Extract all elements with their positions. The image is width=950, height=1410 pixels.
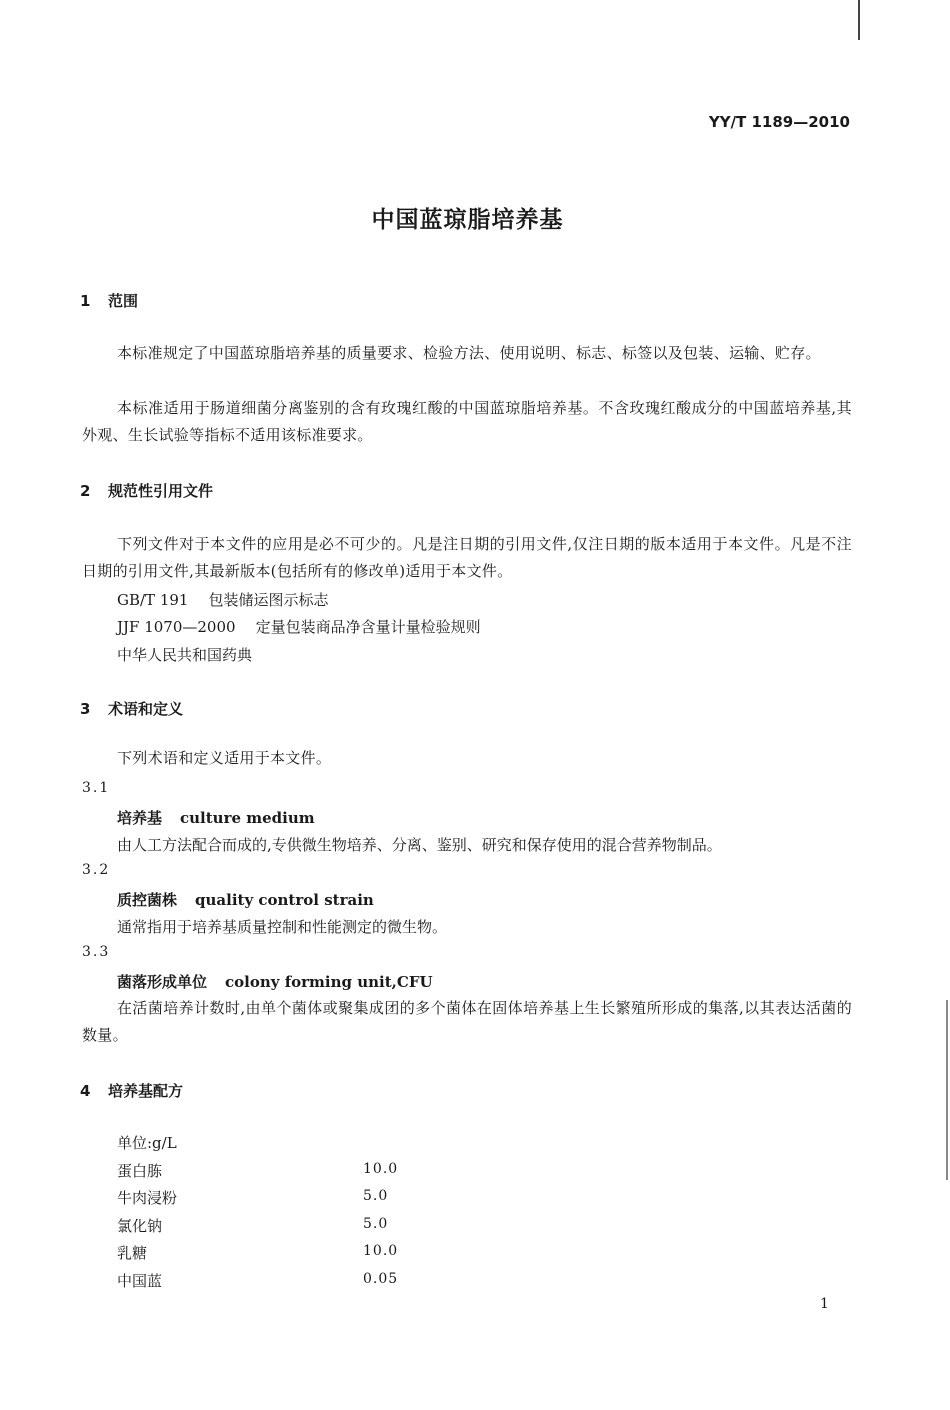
section-number: 3 (80, 700, 91, 718)
ingredient-name: 蛋白胨 (117, 1162, 163, 1180)
section-3-heading (80, 698, 183, 719)
paragraph: 下列术语和定义适用于本文件。 (117, 749, 332, 767)
paragraph: 下列文件对于本文件的应用是必不可少的。凡是注日期的引用文件,仅注日期的版本适用于本文件。凡是不注日期的引用文件,其最新版本(包括所有的修改单)适用于本文件。 (82, 535, 852, 580)
term-heading (117, 807, 315, 828)
ingredient-amount: 10.0 (363, 1243, 399, 1259)
scan-edge-mark (858, 0, 860, 40)
page-number: 1 (820, 1296, 829, 1312)
section-title: 培养基配方 (108, 1082, 184, 1100)
ingredient-name: 乳糖 (117, 1244, 148, 1262)
term-zh: 质控菌株 (117, 891, 178, 909)
reference-title: 中华人民共和国药典 (117, 646, 253, 664)
term-heading (117, 971, 433, 992)
page-title: 中国蓝琼脂培养基 (371, 207, 564, 233)
section-1-heading (80, 290, 138, 311)
term-definition: 通常指用于培养基质量控制和性能测定的微生物。 (117, 918, 448, 936)
section-number: 2 (80, 482, 91, 500)
term-en: quality control strain (195, 891, 374, 909)
section-title: 范围 (108, 292, 139, 310)
section-4-heading (80, 1080, 183, 1101)
scan-edge-mark (946, 1000, 948, 1180)
reference-item (117, 616, 481, 637)
unit-label: 单位:g/L (117, 1134, 177, 1152)
term-definition: 在活菌培养计数时,由单个菌体或聚集成团的多个菌体在固体培养基上生长繁殖所形成的集落,以其表达活菌的数量。 (82, 999, 852, 1044)
ingredient-name: 氯化钠 (117, 1217, 163, 1235)
ingredient-amount: 0.05 (363, 1271, 399, 1287)
term-number: 3.2 (82, 862, 111, 878)
ingredient-name: 牛肉浸粉 (117, 1189, 178, 1207)
section-number: 1 (80, 292, 91, 310)
ingredient-amount: 10.0 (363, 1161, 399, 1177)
section-2-heading (80, 480, 213, 501)
reference-item (117, 644, 252, 665)
section-title: 规范性引用文件 (108, 482, 214, 500)
ingredient-amount: 5.0 (363, 1216, 389, 1232)
ingredient-amount: 5.0 (363, 1188, 389, 1204)
term-number: 3.3 (82, 944, 111, 960)
term-zh: 培养基 (117, 809, 163, 827)
paragraph: 本标准适用于肠道细菌分离鉴别的含有玫瑰红酸的中国蓝琼脂培养基。不含玫瑰红酸成分的中国蓝培养基,其外观、生长试验等指标不适用该标准要求。 (82, 399, 852, 444)
section-number: 4 (80, 1082, 91, 1100)
reference-title: 包装储运图示标志 (208, 591, 329, 609)
reference-item (117, 589, 328, 610)
term-heading (117, 889, 374, 910)
term-number: 3.1 (82, 780, 111, 796)
term-en: colony forming unit,CFU (225, 973, 433, 991)
standard-code: YY/T 1189—2010 (708, 113, 850, 131)
term-zh: 菌落形成单位 (117, 973, 208, 991)
ingredient-name: 中国蓝 (117, 1272, 163, 1290)
section-title: 术语和定义 (108, 700, 184, 718)
reference-code: JJF 1070—2000 (117, 618, 236, 636)
reference-title: 定量包装商品净含量计量检验规则 (255, 618, 481, 636)
term-definition: 由人工方法配合而成的,专供微生物培养、分离、鉴别、研究和保存使用的混合营养物制品。 (117, 836, 722, 854)
term-en: culture medium (180, 809, 315, 827)
reference-code: GB/T 191 (117, 591, 189, 609)
paragraph: 本标准规定了中国蓝琼脂培养基的质量要求、检验方法、使用说明、标志、标签以及包装、运输、贮存。 (117, 344, 821, 362)
